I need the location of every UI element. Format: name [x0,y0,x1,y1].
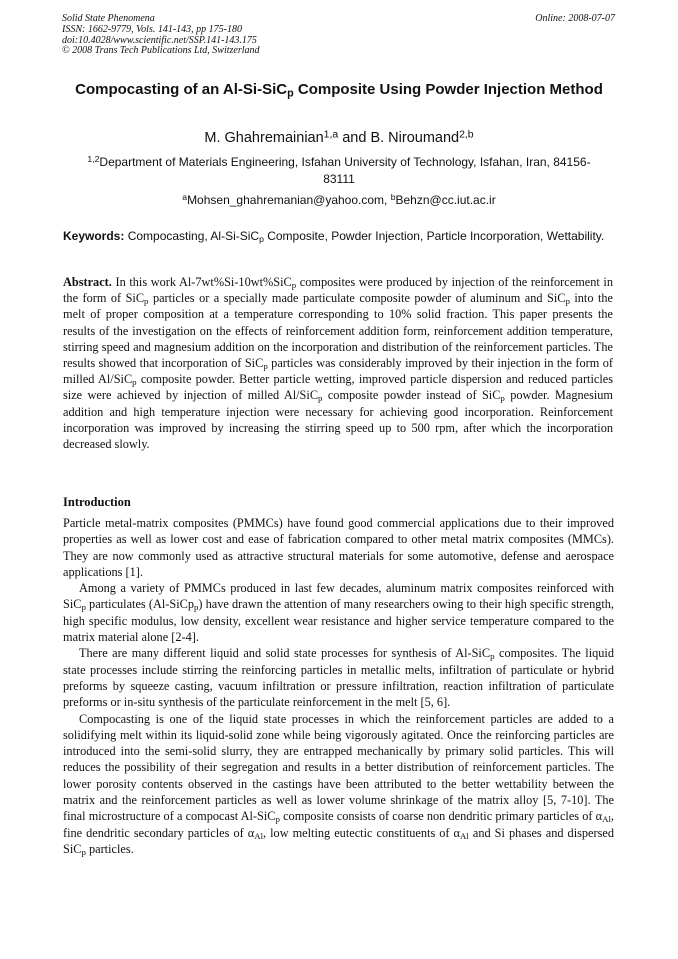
author-emails: $^a$Mohsen_ghahremanian@yahoo.com, $^b$Behzn@cc.iut.ac.ir [182,192,496,207]
online-date: Online: 2008-07-07 [535,13,615,24]
paragraph: Particle metal-matrix composites (PMMCs) have found good commercial applications due to their improved properties as well as lower cost and ease of fabrication compared to other metal matrix composites (MMCs). They are now commonly used as attractive structural materials for some automotive, defense and aerospace applications [1]. [63,516,614,579]
paragraph: Compocasting is one of the liquid state processes in which the reinforcement particles are added to a solidifying melt within its liquid-solid zone while being vigorously agitated. Once the reinforcing particles are introduced into the semi-solid slurry, they are entrapped mechanically by primary solid particles. This will reduces the possibility of their segregation and results in a better distribution of reinforcement particles. The lower porosity contents observed in the castings have been attributed to the better wettability between the matrix and the reinforcement particles as well as lower volume shrinkage of the matrix alloy [5, 7-10]. The final microstructure of a compocast Al-SiC$_p$ composite consists of coarse non dendritic primary particles of $\alpha_{Al}$, fine dendritic secondary particles of $\alpha_{Al}$, low melting eutectic constituents of $\alpha_{Al}$ and Si phases and dispersed SiC$_p$ particles. [63,711,614,858]
issn-line: ISSN: 1662-9779, Vols. 141-143, pp 175-180 [62,23,242,35]
abstract-label: Abstract. [63,275,112,289]
journal-name: Solid State Phenomena [62,13,155,24]
author-name: M. Ghahremainian [204,130,324,146]
paragraph: There are many different liquid and solid state processes for synthesis of Al-SiC$_p$ composites. The liquid state processes include stirring the reinforcing particles in metallic melts, infiltration of particulate or hybrid preforms by squeeze casting, vacuum infiltration or pressure infiltration, reaction infiltration of particulate preforms or in-situ synthesis of the particulate reinforcement in the melt [5, 6]. [63,646,614,710]
author-line: M. Ghahremainian$^{1,a}$ and B. Niroumand$^{2,b}$ [204,129,474,146]
author-name: B. Niroumand [370,130,460,146]
doi-line: doi:10.4028/www.scientific.net/SSP.141-143.175 [62,34,257,46]
copyright-line: © 2008 Trans Tech Publications Ltd, Switzerland [62,45,260,57]
paragraph: Among a variety of PMMCs produced in last few decades, aluminum matrix composites reinforced with SiC$_p$ particulates (Al-SiCp$_p$) have drawn the attention of many researchers owing to their high specific strength, high specific modulus, low density, excellent wear resistance and higher service temperature compared to the matrix material alone [2-4]. [63,581,615,645]
keywords: Keywords: Compocasting, Al-Si-SiC$_p$ Composite, Powder Injection, Particle Incorporation, Wettability. [63,229,605,245]
introduction-body [63,515,614,857]
section-heading: Introduction [63,495,131,509]
paper-title: Compocasting of an Al-Si-SiC$_p$ Composite Using Powder Injection Method [75,81,603,100]
journal-header [62,14,260,57]
keywords-label: Keywords: [63,229,125,243]
abstract: Abstract. In this work Al-7wt%Si-10wt%SiC$_p$ composites were produced by injection of the reinforcement in the form of SiC$_p$ particles or a specially made particulate composite powder of aluminum and SiC$_p$ into the melt of proper composition at a temperature corresponding to 10% solid fraction. This paper presents the results of the investigation on the effects of reinforcement addition form, reinforcement addition temperature, stirring speed and magnesium addition on the incorporation and distribution of the reinforcement particles. The results showed that incorporation of SiC$_p$ particles was considerably improved by their injection in the form of milled Al/SiC$_p$ composite powder. Better particle wetting, improved particle dispersion and reduced particles size were achieved by injection of milled Al/SiC$_p$ composite powder instead of SiC$_p$ powder. Magnesium addition and high temperature injection were necessary for achieving good incorporation. Reinforcement incorporation was improved by increasing the stirring speed up to 500 rpm, after which the incorporation decreased slowly. [63,275,613,452]
affiliation: $^{1,2}$Department of Materials Engineering, Isfahan University of Technology, Isfahan, Iran, 84156-83111 [87,154,591,186]
